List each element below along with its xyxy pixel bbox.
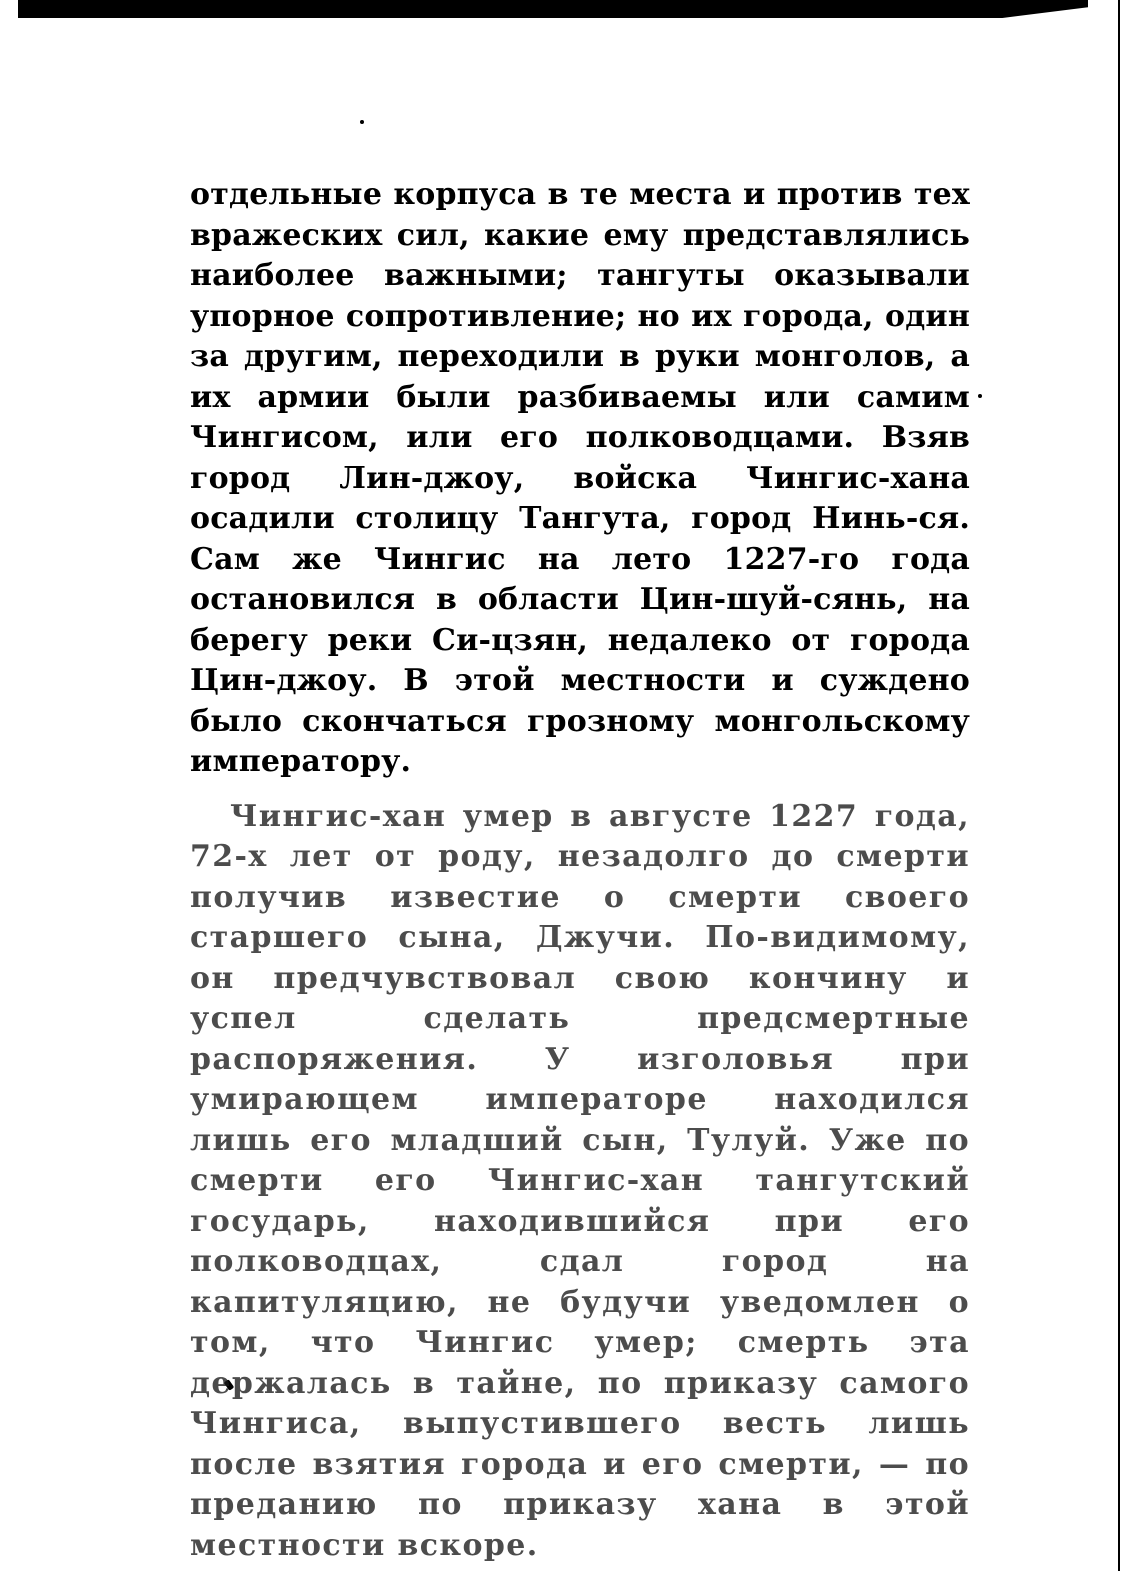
scan-top-edge	[18, 0, 1088, 18]
scan-right-edge	[1118, 0, 1120, 1571]
paragraph: Чингис-хан умер в августе 1227 года, 72-х лет от роду, незадолго до смерти получив известие о смерти своего старшего сына, Джучи. По-видимому, он предчувствовал свою кончину и успел сделать предсмертные распоряжения. У изголовья при умирающем императоре находился лишь его младший сын, Тулуй. Уже по смерти его Чингис-хан тангутский государь, находившийся при его полководцах, сдал город на капитуляцию, не будучи уведомлен о том, что Чингис умер; смерть эта держалась в тайне, по приказу самого Чингиса, выпустившего весть лишь после взятия города и его смерти, — по преданию по приказу хана в этой местности вскоре.	[190, 798, 970, 1563]
page-text	[190, 175, 970, 1566]
scan-speck	[360, 120, 364, 124]
paragraph: отдельные корпуса в те места и против тех вражеских сил, какие ему представлялись наиболее важными; тангуты оказывали упорное сопротивление; но их города, один за другим, переходили в руки монголов, а их армии были разбиваемы или самим Чингисом, или его полководцами. Взяв город Лин-джоу, войска Чингис-хана осадили столицу Тангута, город Нинь-ся. Сам же Чингис на лето 1227-го года остановился в области Цин-шуй-сянь, на берегу реки Си-цзян, недалеко от города Цин-джоу. В этой местности и суждено было скончаться грозному монгольскому императору.	[190, 177, 970, 779]
scan-speck	[978, 394, 982, 398]
